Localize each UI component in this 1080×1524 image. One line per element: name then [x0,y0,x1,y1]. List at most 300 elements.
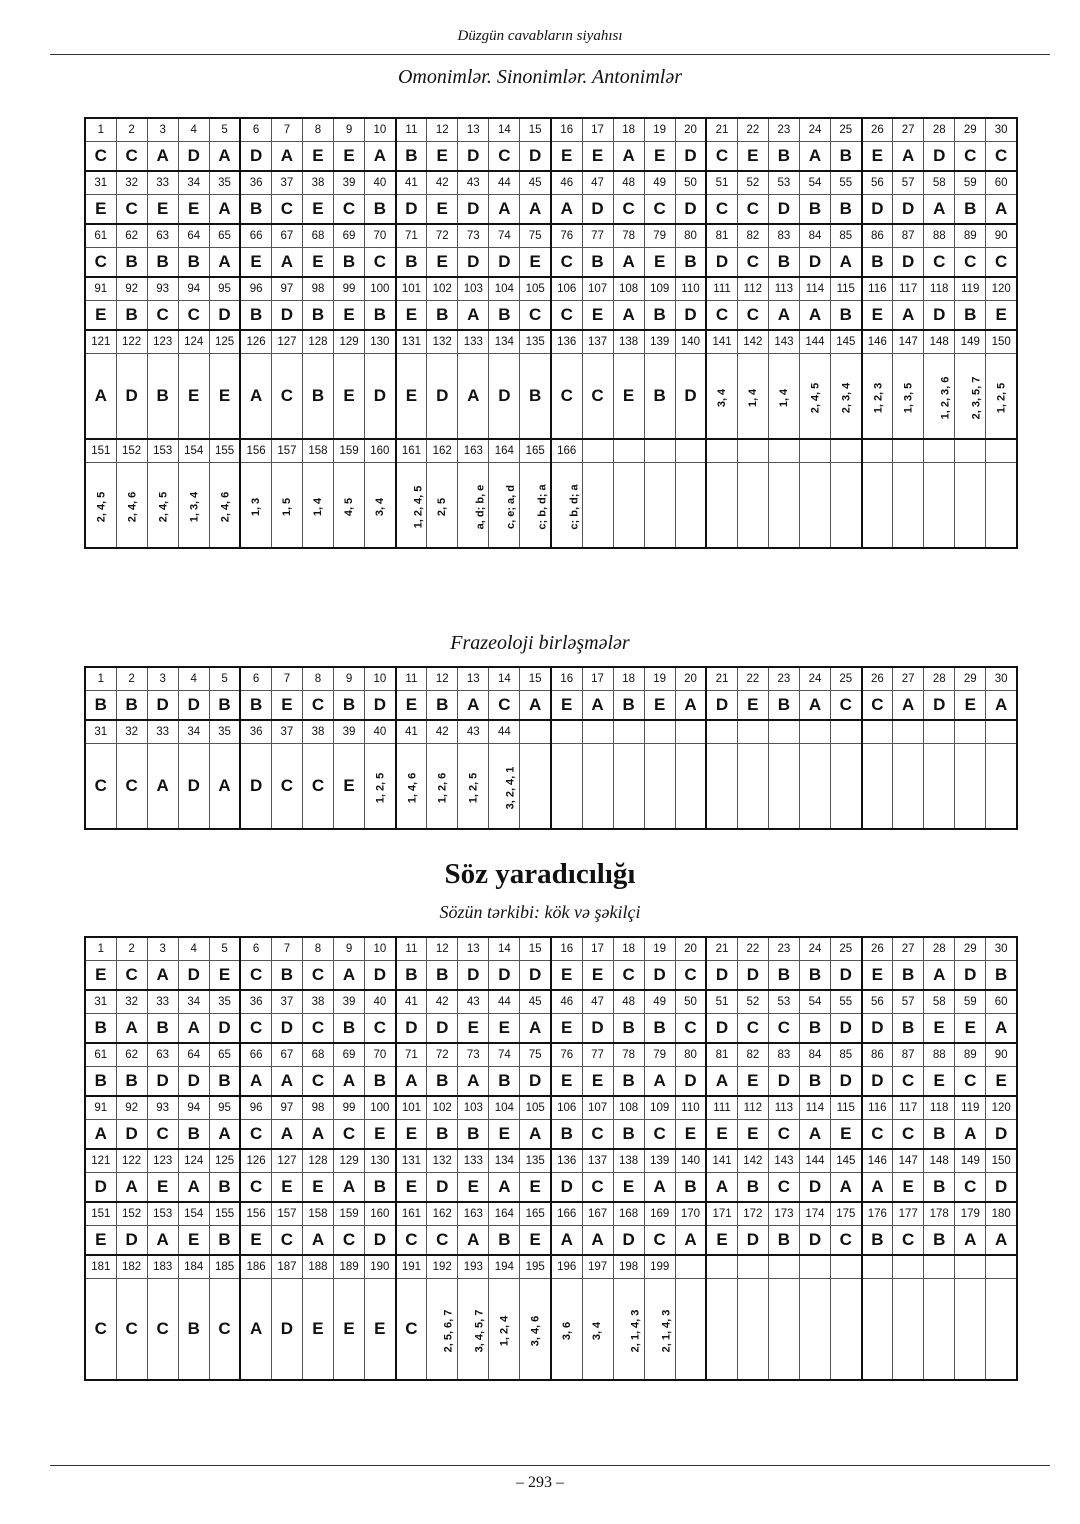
question-number: 175 [831,1202,862,1226]
answer-text: 1, 3 [250,497,263,517]
empty-cell [831,439,862,463]
question-number: 38 [302,171,333,195]
question-number: 79 [644,1043,675,1067]
answer-cell: B [768,248,799,278]
question-number: 117 [893,1096,924,1120]
empty-cell [924,1255,955,1279]
answer-cell: C [613,195,644,225]
question-number: 5 [209,667,240,691]
answer-cell: B [334,1014,365,1044]
question-number: 34 [178,990,209,1014]
answer-cell: A [799,301,830,331]
answer-cell: E [147,195,178,225]
question-number-row [85,1255,1017,1279]
answer-row [85,744,1017,830]
question-number: 85 [831,1043,862,1067]
answer-cell: E [365,1120,396,1150]
answer-cell: A [489,195,520,225]
question-number: 28 [924,118,955,142]
answer-cell: E [644,142,675,172]
empty-cell [986,1255,1017,1279]
answer-cell: D [365,354,396,440]
question-number: 25 [831,937,862,961]
question-number: 136 [551,330,582,354]
question-number: 128 [302,330,333,354]
answer-cell: B [955,195,986,225]
question-number: 2 [116,667,147,691]
question-number: 67 [271,224,302,248]
answer-cell: A [302,1226,333,1256]
answer-cell [551,1279,582,1381]
answer-cell [427,1279,458,1381]
question-number: 31 [85,990,116,1014]
question-number: 152 [116,439,147,463]
question-number: 98 [302,277,333,301]
question-number: 1 [85,118,116,142]
question-number: 17 [582,667,613,691]
answer-cell: B [613,1067,644,1097]
question-number: 3 [147,667,178,691]
answer-cell: A [831,248,862,278]
question-number: 43 [458,720,489,744]
answer-cell: E [302,248,333,278]
question-number: 148 [924,1149,955,1173]
empty-cell [737,720,768,744]
answer-cell: A [365,142,396,172]
question-number: 18 [613,937,644,961]
answer-cell: C [862,1120,893,1150]
answer-text: 2, 5, 6, 7 [442,1309,455,1353]
question-number: 137 [582,330,613,354]
empty-cell [675,744,706,830]
question-number: 81 [706,224,737,248]
question-number-row [85,720,1017,744]
answer-cell: B [334,691,365,721]
answer-cell: C [613,961,644,991]
question-number: 43 [458,171,489,195]
question-number: 49 [644,171,675,195]
answer-cell: B [613,691,644,721]
answer-cell [240,463,271,549]
answer-cell: B [147,354,178,440]
answer-cell: E [955,1014,986,1044]
answer-text: 1, 2, 5 [995,382,1008,414]
question-number: 144 [799,1149,830,1173]
answer-text: 2, 4, 5 [95,491,108,523]
answer-cell: E [302,142,333,172]
answer-cell: E [85,195,116,225]
question-number: 189 [334,1255,365,1279]
question-number: 37 [271,990,302,1014]
question-number: 150 [986,330,1017,354]
answer-cell: C [986,142,1017,172]
question-number: 126 [240,1149,271,1173]
question-number: 116 [862,277,893,301]
question-number: 199 [644,1255,675,1279]
answer-cell: C [334,195,365,225]
answer-cell: D [520,1067,551,1097]
question-number: 61 [85,224,116,248]
question-number: 156 [240,1202,271,1226]
empty-cell [799,439,830,463]
question-number: 115 [831,277,862,301]
answer-cell: A [334,1173,365,1203]
question-number-row [85,171,1017,195]
answer-cell: E [520,1173,551,1203]
answer-cell: A [520,1120,551,1150]
answer-cell: A [209,142,240,172]
answer-row [85,195,1017,225]
answer-text: 2, 4, 6 [219,491,232,523]
answer-cell: E [85,301,116,331]
question-number: 56 [862,990,893,1014]
answer-cell: D [706,961,737,991]
question-number: 82 [737,1043,768,1067]
answer-cell: A [302,1120,333,1150]
question-number: 176 [862,1202,893,1226]
empty-cell [706,1279,737,1381]
question-number-row [85,1149,1017,1173]
question-number: 107 [582,277,613,301]
answer-cell: B [768,961,799,991]
answer-cell: E [551,961,582,991]
question-number: 33 [147,171,178,195]
answer-cell: D [458,961,489,991]
question-number: 73 [458,1043,489,1067]
answer-cell: E [396,1120,427,1150]
answer-cell: A [334,961,365,991]
question-number: 145 [831,1149,862,1173]
question-number: 36 [240,720,271,744]
answer-cell: A [209,1120,240,1150]
answer-row [85,463,1017,549]
answer-cell: D [768,1067,799,1097]
answer-cell: A [85,1120,116,1150]
question-number-row [85,1043,1017,1067]
question-number: 62 [116,1043,147,1067]
question-number-row [85,277,1017,301]
empty-cell [768,463,799,549]
question-number: 65 [209,1043,240,1067]
answer-text: a, d; b, e [474,484,487,530]
answer-cell: D [365,961,396,991]
question-number: 139 [644,1149,675,1173]
question-number: 192 [427,1255,458,1279]
question-number: 68 [302,1043,333,1067]
answer-cell: A [271,1120,302,1150]
answer-cell: B [302,354,333,440]
question-number: 69 [334,1043,365,1067]
question-number: 149 [955,1149,986,1173]
answer-cell: C [737,195,768,225]
answer-cell: C [147,1279,178,1381]
question-number: 12 [427,667,458,691]
question-number: 25 [831,667,862,691]
answer-cell: B [489,301,520,331]
question-number: 4 [178,937,209,961]
question-number: 107 [582,1096,613,1120]
question-number: 44 [489,990,520,1014]
question-number: 33 [147,720,178,744]
question-number: 142 [737,330,768,354]
question-number: 30 [986,667,1017,691]
question-number: 40 [365,990,396,1014]
answer-text: 3, 4, 6 [529,1315,542,1347]
answer-cell: E [302,1173,333,1203]
answer-cell [706,354,737,440]
answer-cell: A [644,1067,675,1097]
empty-cell [955,744,986,830]
answer-cell: E [458,1173,489,1203]
empty-cell [737,463,768,549]
question-number: 127 [271,1149,302,1173]
question-number: 129 [334,330,365,354]
answer-text: 3, 4 [716,388,729,408]
empty-cell [737,439,768,463]
answer-cell: A [893,142,924,172]
answer-cell: A [613,248,644,278]
empty-cell [644,720,675,744]
answer-row [85,1173,1017,1203]
answer-cell [520,463,551,549]
question-number: 159 [334,1202,365,1226]
question-number: 166 [551,439,582,463]
question-number: 29 [955,118,986,142]
answer-cell: B [862,1226,893,1256]
question-number: 100 [365,1096,396,1120]
answer-cell [178,463,209,549]
answer-cell [799,354,830,440]
question-number: 172 [737,1202,768,1226]
question-number: 154 [178,439,209,463]
answer-cell: E [271,1173,302,1203]
question-number: 117 [893,277,924,301]
answer-table-omonimler [84,117,1018,549]
question-number: 60 [986,990,1017,1014]
question-number: 156 [240,439,271,463]
question-number: 40 [365,171,396,195]
question-number: 102 [427,277,458,301]
question-number: 101 [396,277,427,301]
header-rule [50,54,1050,55]
question-number: 90 [986,1043,1017,1067]
answer-text: 3, 2, 4, 1 [504,766,517,810]
question-number: 76 [551,1043,582,1067]
answer-cell: C [302,1014,333,1044]
answer-cell: B [458,1120,489,1150]
question-number: 11 [396,667,427,691]
answer-cell: B [116,301,147,331]
answer-cell: D [582,1014,613,1044]
answer-cell: A [147,961,178,991]
answer-cell: D [924,691,955,721]
answer-cell: C [147,1120,178,1150]
question-number: 124 [178,1149,209,1173]
question-number: 121 [85,1149,116,1173]
question-number: 22 [737,937,768,961]
question-number: 72 [427,1043,458,1067]
answer-cell: A [458,301,489,331]
answer-cell: A [458,1067,489,1097]
answer-cell: E [396,1173,427,1203]
question-number: 105 [520,1096,551,1120]
question-number: 16 [551,667,582,691]
answer-text: 1, 2, 4 [498,1315,511,1347]
answer-cell: D [271,1279,302,1381]
answer-cell: A [520,195,551,225]
answer-cell [365,744,396,830]
answer-cell: A [675,1226,706,1256]
question-number: 181 [85,1255,116,1279]
question-number: 69 [334,224,365,248]
answer-cell: B [209,1226,240,1256]
empty-cell [955,463,986,549]
answer-cell: E [427,248,458,278]
answer-cell: C [178,301,209,331]
question-number: 86 [862,1043,893,1067]
question-number: 137 [582,1149,613,1173]
question-number: 28 [924,937,955,961]
question-number: 78 [613,1043,644,1067]
answer-text: 1, 2, 6 [436,772,449,804]
empty-cell [644,439,675,463]
question-number: 112 [737,277,768,301]
answer-cell: A [706,1173,737,1203]
answer-cell: A [240,1067,271,1097]
answer-text: 1, 4 [746,388,759,408]
answer-cell: D [116,354,147,440]
question-number-row [85,224,1017,248]
answer-cell: D [147,1067,178,1097]
answer-cell: E [178,1226,209,1256]
answer-cell [116,463,147,549]
answer-cell: A [644,1173,675,1203]
answer-cell: E [551,1067,582,1097]
question-number: 45 [520,171,551,195]
answer-text: c, e; a, d [505,484,518,530]
question-number: 144 [799,330,830,354]
answer-cell: E [271,691,302,721]
answer-text: 2, 1, 4, 3 [660,1309,673,1353]
question-number: 44 [489,171,520,195]
question-number: 125 [209,330,240,354]
question-number: 51 [706,990,737,1014]
answer-cell: C [302,744,333,830]
answer-cell: E [737,691,768,721]
question-number: 121 [85,330,116,354]
answer-cell: B [209,1067,240,1097]
answer-cell: B [116,1067,147,1097]
answer-cell: D [396,195,427,225]
empty-cell [737,1255,768,1279]
question-number: 84 [799,1043,830,1067]
answer-cell: C [116,142,147,172]
answer-cell: E [737,142,768,172]
empty-cell [862,720,893,744]
answer-cell: B [116,691,147,721]
question-number: 66 [240,1043,271,1067]
question-number: 27 [893,937,924,961]
answer-text: 3, 4 [373,497,386,517]
answer-row [85,354,1017,440]
empty-cell [799,720,830,744]
question-number: 143 [768,330,799,354]
question-number: 88 [924,224,955,248]
question-number: 9 [334,667,365,691]
question-number: 100 [365,277,396,301]
answer-cell: C [893,1120,924,1150]
question-number: 152 [116,1202,147,1226]
answer-table-soz-yaradiciligi [84,936,1018,1381]
question-number: 89 [955,224,986,248]
empty-cell [520,720,551,744]
answer-cell: C [955,1173,986,1203]
answer-cell: B [116,248,147,278]
question-number: 39 [334,171,365,195]
question-number: 23 [768,118,799,142]
question-number: 10 [365,667,396,691]
question-number: 34 [178,171,209,195]
answer-cell: A [116,1014,147,1044]
answer-cell: C [644,195,675,225]
answer-cell: D [799,1226,830,1256]
question-number: 97 [271,1096,302,1120]
answer-text: 2, 4, 5 [809,382,822,414]
question-number: 74 [489,1043,520,1067]
question-number: 6 [240,118,271,142]
answer-cell: B [613,1120,644,1150]
answer-cell: D [644,961,675,991]
answer-text: 2, 3, 4 [840,382,853,414]
question-number: 103 [458,1096,489,1120]
answer-cell: D [520,142,551,172]
question-number: 139 [644,330,675,354]
question-number: 159 [334,439,365,463]
answer-cell: A [396,1067,427,1097]
answer-cell: E [924,1014,955,1044]
answer-cell: C [737,248,768,278]
question-number: 98 [302,1096,333,1120]
question-number: 133 [458,1149,489,1173]
answer-cell: E [302,1279,333,1381]
question-number: 88 [924,1043,955,1067]
answer-cell: A [675,691,706,721]
empty-cell [613,744,644,830]
answer-cell: E [147,1173,178,1203]
question-number: 10 [365,118,396,142]
answer-cell [582,1279,613,1381]
answer-cell: B [396,142,427,172]
question-number: 19 [644,937,675,961]
question-number: 196 [551,1255,582,1279]
answer-cell: B [427,961,458,991]
question-number: 122 [116,1149,147,1173]
question-number: 49 [644,990,675,1014]
answer-cell: C [862,691,893,721]
answer-text: c; b, d; a [568,484,581,530]
answer-cell: B [862,248,893,278]
question-number: 22 [737,118,768,142]
answer-cell: B [427,1120,458,1150]
question-number: 38 [302,990,333,1014]
question-number: 56 [862,171,893,195]
section-subtitle-sozun-terkibi: Sözün tərkibi: kök və şəkilçi [439,902,641,922]
question-number: 31 [85,171,116,195]
empty-cell [799,744,830,830]
empty-cell [831,1255,862,1279]
question-number: 95 [209,1096,240,1120]
question-number: 127 [271,330,302,354]
